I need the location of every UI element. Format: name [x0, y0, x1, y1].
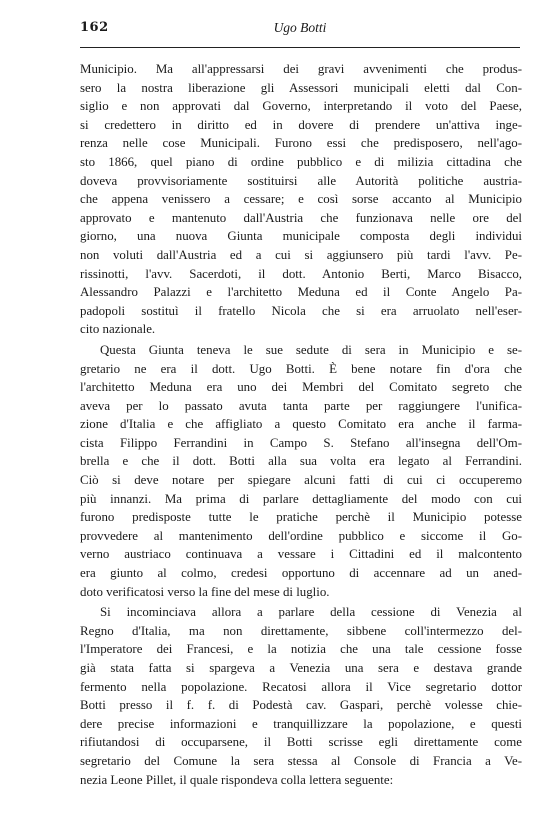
text-line: non voluti dall'Austria ed a cui si aggiunsero più tardi l'avv. Pe- [80, 247, 522, 262]
text-line: si credettero in diritto ed in dovere di prendere un'attiva inge- [80, 117, 522, 132]
text-line: rissinotti, l'avv. Sacerdoti, il dott. Antonio Berti, Marco Bisacco, [80, 266, 522, 281]
text-line: sero la nostra liberazione gli Assessori municipali eletti dal Con- [80, 80, 522, 95]
text-line: l'architetto Meduna era uno dei Membri del Comitato segreto che [80, 380, 522, 395]
text-line: Ciò si deve notare per spiegare alcuni fatti di cui ci occuperemo [80, 473, 522, 488]
text-line: dere precise informazioni e tranquillizzare la popolazione, e questi [80, 716, 522, 731]
body-text [80, 60, 522, 789]
text-line: giorno, una nuova Giunta municipale composta degli individui [80, 229, 522, 244]
text-line: padopoli sostituì il fratello Nicola che si era arruolato nell'eser- [80, 303, 522, 318]
header-rule [80, 47, 520, 48]
text-line: Botti presso il f. f. di Podestà cav. Gaspari, perchè volesse chie- [80, 698, 522, 713]
text-line: Si incominciava allora a parlare della cessione di Venezia al [100, 605, 522, 620]
text-line: zione d'Italia e che affigliato a questo Comitato era anche il farma- [80, 417, 522, 432]
text-line: Regno d'Italia, ma non direttamente, sibbene coll'intermezzo del- [80, 623, 522, 638]
paragraph [80, 603, 522, 789]
text-line: rifiutandosi di occuparsene, il Botti scrisse egli direttamente come [80, 735, 522, 750]
text-line: che appena venissero a cessare; e così sorse accanto al Municipio [80, 192, 522, 207]
text-line: verno austriaco continuava a vessare i Cittadini ed il malcontento [80, 547, 522, 562]
text-line: nezia Leone Pillet, il quale rispondeva colla lettera seguente: [80, 772, 394, 787]
text-line: già stata fatta si spargeva a Venezia una sera e destava grande [80, 661, 522, 675]
text-line: sto 1866, quel piano di ordine pubblico e di milizia cittadina che [80, 154, 522, 169]
text-line: più innanzi. Ma prima di parlare dettagliamente del modo con cui [80, 491, 522, 506]
text-line: provvedere al mantenimento dell'ordine pubblico e siccome il Go- [80, 528, 522, 543]
text-line: l'Imperatore dei Francesi, e la notizia che una tale cessione fosse [80, 642, 522, 657]
text-line: era giunto al colmo, credesi opportuno di accennare ad un aned- [80, 566, 522, 581]
text-line: gretario ne era il dott. Ugo Botti. È bene notare fin d'ora che [80, 361, 522, 376]
text-line: doto verificatosi verso la fine del mese di luglio. [80, 584, 330, 599]
text-line: brella e che il dott. Botti alla sua volta era legato al Ferrandini. [80, 454, 522, 469]
text-line: siglio e non approvati dal Governo, interpretando il voto del Paese, [80, 99, 522, 114]
paragraph [80, 60, 522, 339]
text-line: Questa Giunta teneva le sue sedute di sera in Municipio e se- [100, 342, 522, 357]
text-line: renza nelle cose Municipali. Furono essi che predisposero, nell'ago- [80, 136, 522, 151]
text-line: doveva provvisoriamente sostituirsi alle Autorità politiche austria- [80, 173, 522, 188]
running-title: Ugo Botti [273, 20, 327, 35]
text-line: Municipio. Ma all'appressarsi dei gravi avvenimenti che produs- [80, 62, 522, 76]
text-line: aveva per lo passato avuta tanta parte per raggiungere l'unifica- [80, 398, 522, 413]
text-line: furono predisposte tutte le pratiche perchè il Municipio potesse [80, 510, 522, 525]
text-line: fermento nella popolazione. Recatosi allora il Vice segretario dottor [80, 679, 522, 694]
page-number: 162 [80, 20, 109, 35]
text-line: segretario del Comune la sera stessa al Console di Francia a Ve- [80, 753, 522, 768]
text-line: approvato e mantenuto dall'Austria che funzionava nelle ore del [80, 210, 522, 225]
text-line: cito nazionale. [80, 322, 156, 337]
text-line: Alessandro Palazzi e l'architetto Meduna ed il Conte Angelo Pa- [80, 285, 522, 300]
text-line: cista Filippo Ferrandini in Campo S. Stefano all'insegna dell'Om- [80, 435, 522, 450]
paragraph [80, 341, 522, 601]
page-header [80, 20, 520, 42]
